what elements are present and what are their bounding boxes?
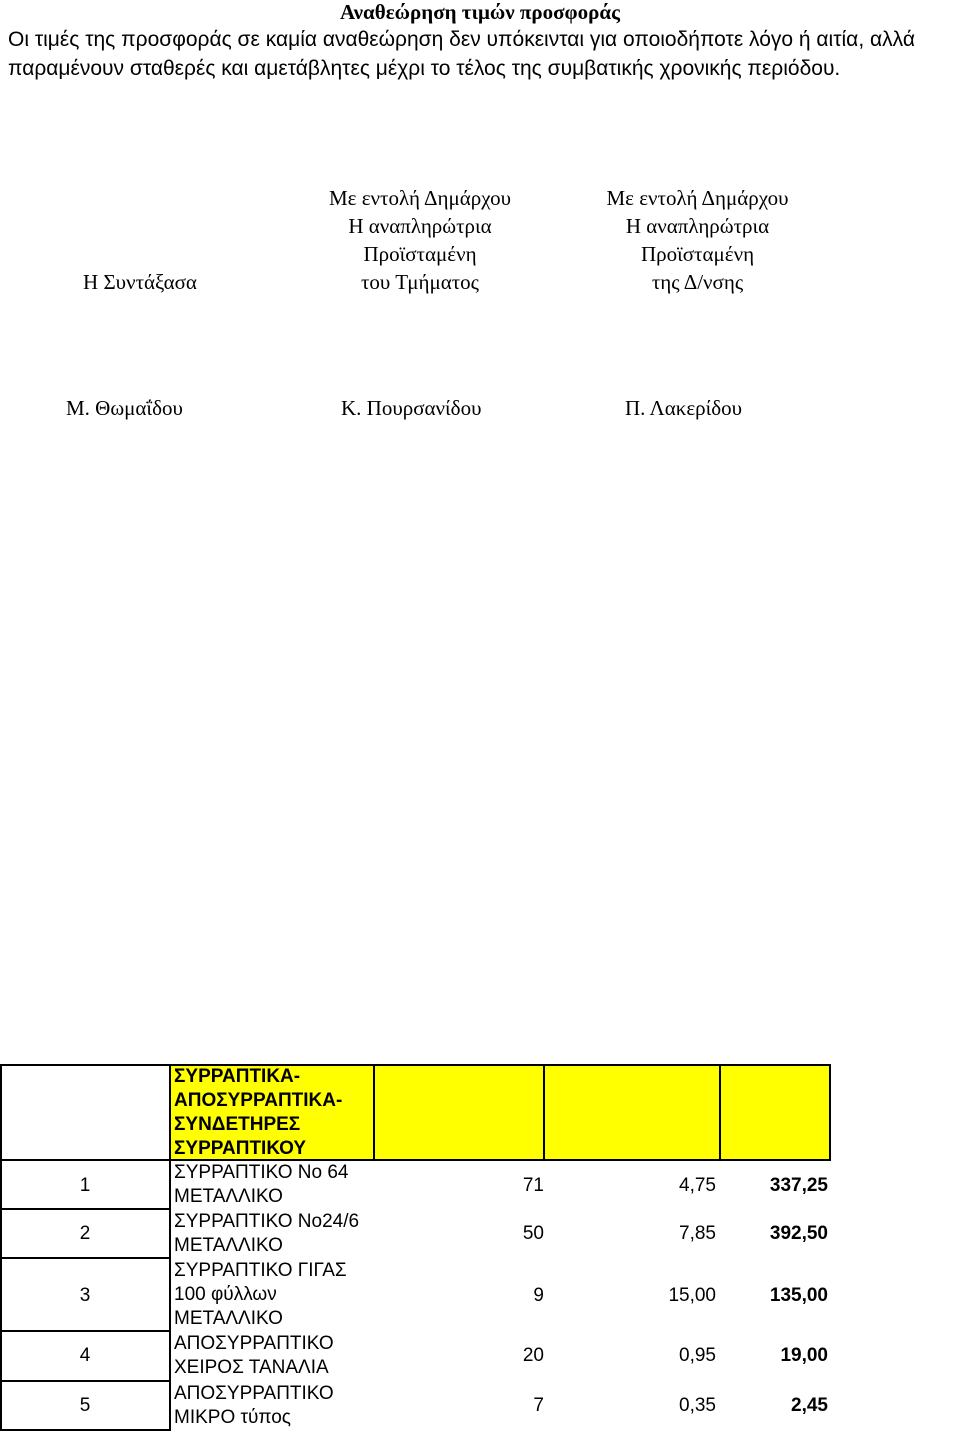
- table-border: [829, 1064, 831, 1160]
- signature-composer-title: Η Συντάξασα: [83, 270, 197, 294]
- paragraph-line-2: παραμένουν σταθερές και αμετάβλητες μέχρι το τέλος της συμβατικής χρονικής περιόδου.: [8, 57, 841, 80]
- row-number: 5: [79, 1395, 91, 1416]
- item-description: ΣΥΡΡΑΠΤΙΚΟ ΓΙΓΑΣ 100 φύλλων ΜΕΤΑΛΛΙΚΟ: [174, 1260, 347, 1329]
- signature-directorate-head: [575, 184, 820, 296]
- item-unit-price: 15,00: [668, 1285, 716, 1306]
- table-border: [0, 1330, 171, 1332]
- table-border: [0, 1064, 831, 1066]
- table-border: [0, 1380, 171, 1382]
- table-border: [0, 1159, 831, 1161]
- signature-line: Προϊσταμένη: [363, 242, 477, 266]
- row-number: 2: [79, 1223, 91, 1244]
- table-border: [169, 1064, 171, 1431]
- signature-department-head: [300, 184, 540, 296]
- item-quantity: 7: [533, 1395, 544, 1416]
- page-title: Αναθεώρηση τιμών προσφοράς: [340, 0, 620, 24]
- signature-line: της Δ/νσης: [651, 270, 744, 294]
- item-total: 2,45: [791, 1395, 828, 1416]
- item-total: 135,00: [769, 1285, 828, 1306]
- item-quantity: 71: [522, 1175, 544, 1196]
- item-unit-price: 0,35: [679, 1395, 716, 1416]
- signature-line: του Τμήματος: [360, 270, 479, 294]
- item-description: ΣΥΡΡΑΠΤΙΚΟ Νο24/6 ΜΕΤΑΛΛΙΚΟ: [174, 1211, 360, 1256]
- item-quantity: 20: [522, 1345, 544, 1366]
- item-unit-price: 4,75: [679, 1175, 716, 1196]
- category-heading: ΣΥΡΡΑΠΤΙΚΑ- ΑΠΟΣΥΡΡΑΠΤΙΚΑ- ΣΥΝΔΕΤΗΡΕΣ ΣΥΡΡΑΠΤΙΚΟΥ: [174, 1066, 343, 1159]
- header-cell-total: [720, 1064, 830, 1160]
- signature-composer: [40, 268, 240, 296]
- item-quantity: 50: [522, 1223, 544, 1244]
- table-border: [373, 1064, 375, 1160]
- table-border: [0, 1208, 171, 1210]
- signature-line: Η αναπληρώτρια: [625, 214, 770, 238]
- items-table: [0, 1064, 960, 1431]
- signatory-name: Κ. Πουρσανίδου: [341, 396, 482, 420]
- signature-line: Με εντολή Δημάρχου: [606, 186, 789, 210]
- row-number: 1: [79, 1175, 91, 1196]
- signatory-name: Μ. Θωμαΐδου: [66, 396, 183, 420]
- signature-line: Η αναπληρώτρια: [348, 214, 492, 238]
- table-border: [543, 1064, 545, 1160]
- table-border: [0, 1064, 2, 1431]
- item-description: ΑΠΟΣΥΡΡΑΠΤΙΚΟ ΧΕΙΡΟΣ ΤΑΝΑΛΙΑ: [174, 1333, 334, 1378]
- item-total: 337,25: [769, 1175, 828, 1196]
- signature-line: Προϊσταμένη: [640, 242, 755, 266]
- table-border: [0, 1257, 171, 1259]
- signatory-name: Π. Λακερίδου: [625, 396, 743, 420]
- item-description: ΣΥΡΡΑΠΤΙΚΟ Νο 64 ΜΕΤΑΛΛΙΚΟ: [174, 1162, 349, 1207]
- paragraph-line-1: Οι τιμές της προσφοράς σε καμία αναθεώρηση δεν υπόκεινται για οποιοδήποτε λόγο ή αιτία, αλλά: [8, 28, 915, 51]
- header-cell-qty: [374, 1064, 544, 1160]
- item-unit-price: 0,95: [679, 1345, 716, 1366]
- item-total: 19,00: [780, 1345, 828, 1366]
- item-total: 392,50: [769, 1223, 828, 1244]
- row-number: 4: [79, 1345, 91, 1366]
- item-description: ΑΠΟΣΥΡΡΑΠΤΙΚΟ ΜΙΚΡΟ τύπος: [174, 1383, 334, 1428]
- table-border: [719, 1064, 721, 1160]
- item-quantity: 9: [533, 1285, 544, 1306]
- item-unit-price: 7,85: [679, 1223, 716, 1244]
- header-cell-price: [544, 1064, 720, 1160]
- signature-line: Με εντολή Δημάρχου: [328, 186, 512, 210]
- price-revision-paragraph: [8, 25, 958, 83]
- row-number: 3: [79, 1285, 91, 1306]
